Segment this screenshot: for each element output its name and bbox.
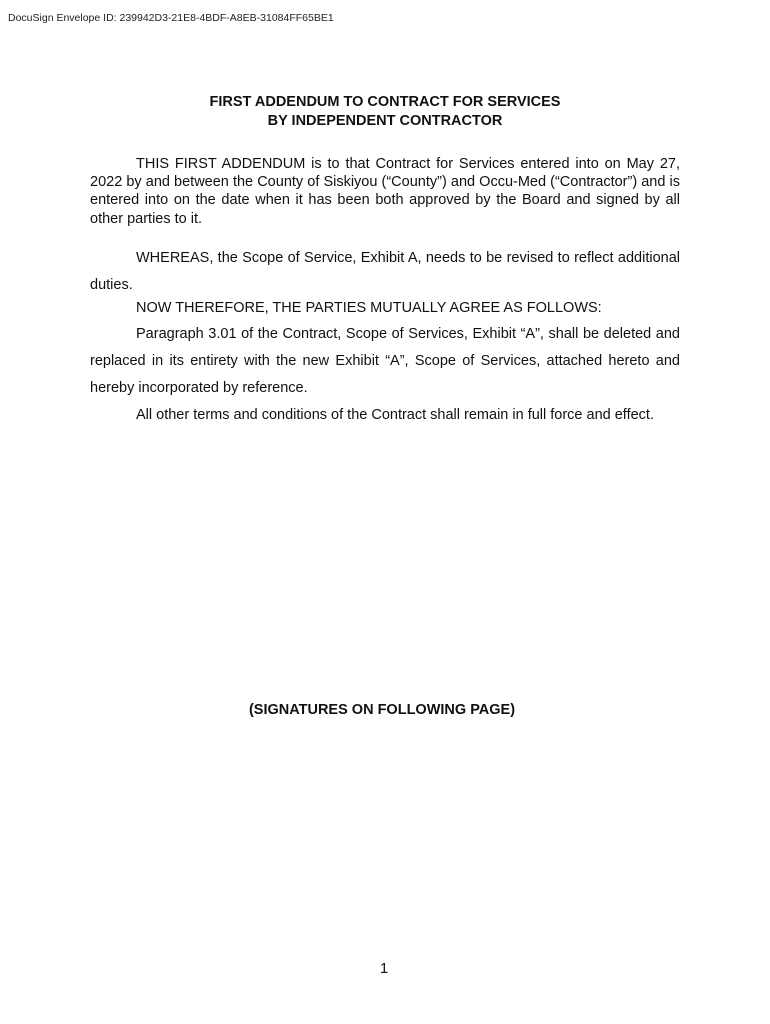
whereas-paragraph: WHEREAS, the Scope of Service, Exhibit A, needs to be revised to reflect additional duties. <box>90 250 680 293</box>
other-terms-paragraph: All other terms and conditions of the Contract shall remain in full force and effect. <box>136 407 654 423</box>
now-therefore-paragraph: NOW THEREFORE, THE PARTIES MUTUALLY AGREE AS FOLLOWS: <box>136 300 602 316</box>
document-title-line-2: BY INDEPENDENT CONTRACTOR <box>267 113 503 129</box>
signatures-note: (SIGNATURES ON FOLLOWING PAGE) <box>248 702 516 718</box>
page-number: 1 <box>379 960 389 977</box>
document-title-line-1: FIRST ADDENDUM TO CONTRACT FOR SERVICES <box>209 94 561 110</box>
docusign-envelope-id: DocuSign Envelope ID: 239942D3-21E8-4BDF-A8EB-31084FF65BE1 <box>8 12 334 24</box>
intro-paragraph: THIS FIRST ADDENDUM is to that Contract for Services entered into on May 27, 2022 by and between the County of Siskiyou (“County”) and Occu-Med (“Contractor”) and is entered into on the date when it has been both approved by the Board and signed by all other parties to it. <box>90 156 680 227</box>
paragraph-3-01-amendment: Paragraph 3.01 of the Contract, Scope of Services, Exhibit “A”, shall be deleted and replaced in its entirety with the new Exhibit “A”, Scope of Services, attached hereto and hereby incorporated by reference. <box>90 326 680 396</box>
